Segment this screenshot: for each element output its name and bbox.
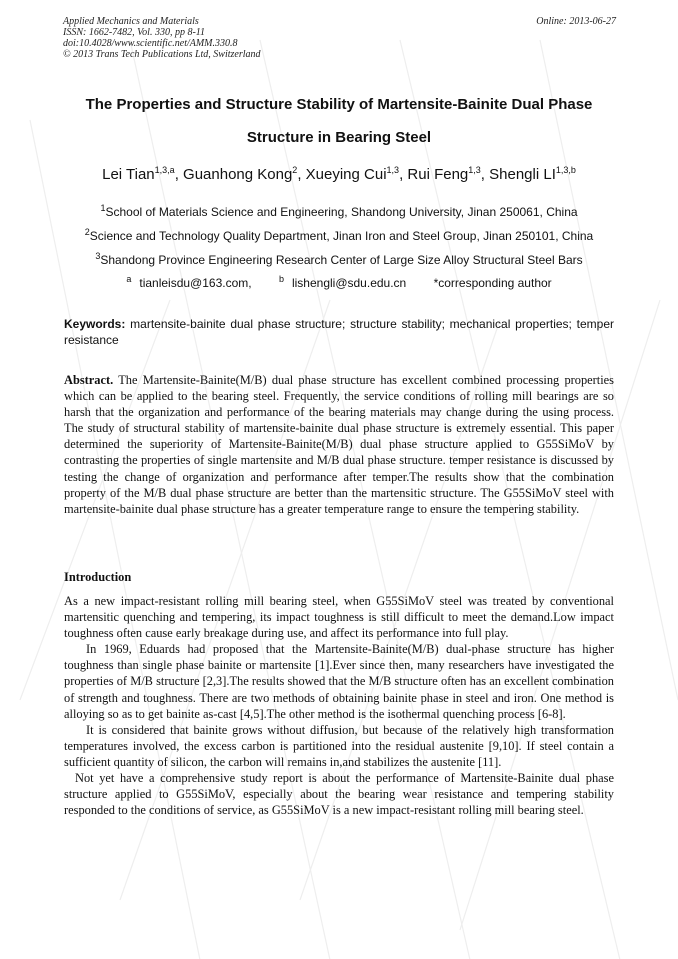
- title-line-2: Structure in Bearing Steel: [246, 129, 432, 146]
- copyright-line: © 2013 Trans Tech Publications Ltd, Switzerland: [63, 49, 261, 60]
- paragraph: In 1969, Eduards had proposed that the Martensite-Bainite(M/B) dual-phase structure has higher toughness than single phase bainite or martensite [1].Ever since then, many researchers have investigated the properties of M/B structure [2,3].The results showed that the M/B structure often has an excellent combination of strength and toughness. There are two methods of obtaining bainite phase in steel and iron. One method is alloying so as to get bainite as-cast [4,5].The other method is the isothermal quenching process [6-8].: [64, 642, 614, 721]
- affiliation-2: $^2$Science and Technology Quality Department, Jinan Iron and Steel Group, Jinan 250101, China: [84, 227, 594, 243]
- keywords-label: Keywords:: [64, 317, 126, 331]
- journal-name: Applied Mechanics and Materials: [63, 16, 199, 27]
- introduction-body: [64, 593, 614, 818]
- doi-line: doi:10.4028/www.scientific.net/AMM.330.8: [63, 38, 238, 49]
- abstract-label: Abstract.: [64, 373, 114, 387]
- author: Lei Tian$^{1,3,a}$,: [102, 165, 184, 183]
- paragraph: As a new impact-resistant rolling mill bearing steel, when G55SiMoV steel was treated by conventional martensitic quenching and tempering, its impact toughness is still difficult to meet the demand.Low impact toughness often cause early breakage during use, and affect its performance into full play.: [64, 594, 614, 641]
- email-b: $^b$ lishengli@sdu.edu.cn: [278, 274, 407, 290]
- abstract-text: The Martensite-Bainite(M/B) dual phase structure has excellent combined processing properties which can be applied to the bearing steel. Frequently, the service conditions of rolling mill bearings are so harsh that the organization and performance of the bearing materials may change during the using process. The study of structural stability of martensite-bainite dual phase structure is extremely essential. This paper determined the superiority of Martensite-Bainite(M/B) dual phase structure applied to G55SiMoV by contrasting the properties of single martensite and M/B dual phase structure. temper resistance is discussed by testing the change of organization and performance after temper.The results show that the combination property of the M/B dual phase structure are better than the martensitic structure. The G55SiMoV steel with martensite-bainite dual phase structure has a greater temperature range to ensure the tempering stability.: [64, 373, 615, 516]
- paragraph: It is considered that bainite grows without diffusion, but because of the relatively high transformation temperatures involved, the excess carbon is partitioned into the residual austenite [9,10]. If steel contain a sufficient quantity of silicon, the carbon will remains in,and stabilizes the austenite [11].: [64, 722, 614, 769]
- paragraph: Not yet have a comprehensive study report is about the performance of Martensite-Bainite dual phase structure applied to G55SiMoV, especially about the bearing wear resistance and tempering stability responded to the conditions of service, as G55SiMoV is a new impact-resistant rolling mill bearing steel.: [64, 771, 614, 818]
- author: Rui Feng$^{1,3}$,: [407, 165, 490, 183]
- keywords-text: martensite-bainite dual phase structure; structure stability; mechanical properties; temper resistance: [64, 317, 614, 347]
- affiliation-3: $^3$Shandong Province Engineering Research Center of Large Size Alloy Structural Steel Bars: [95, 251, 583, 267]
- section-heading-introduction: Introduction: [64, 570, 132, 584]
- corresponding-note: *corresponding author: [433, 276, 552, 290]
- online-date: Online: 2013-06-27: [536, 16, 616, 27]
- issn-line: ISSN: 1662-7482, Vol. 330, pp 8-11: [63, 27, 206, 38]
- email-a: $^a$ tianleisdu@163.com,: [126, 274, 252, 290]
- affiliation-1: $^1$School of Materials Science and Engineering, Shandong University, Jinan 250061, China: [100, 203, 578, 219]
- author-list: [40, 165, 638, 185]
- contact-emails: [40, 275, 638, 291]
- paper-title: [40, 88, 638, 154]
- author: Xueying Cui$^{1,3}$,: [305, 165, 408, 183]
- abstract: [64, 372, 614, 517]
- keywords: [64, 316, 614, 348]
- title-line-1: The Properties and Structure Stability of Martensite-Bainite Dual Phase: [85, 96, 593, 113]
- journal-meta: [63, 16, 616, 60]
- author: Guanhong Kong$^2$,: [183, 165, 306, 183]
- author: Shengli LI$^{1,3,b}$: [489, 165, 576, 183]
